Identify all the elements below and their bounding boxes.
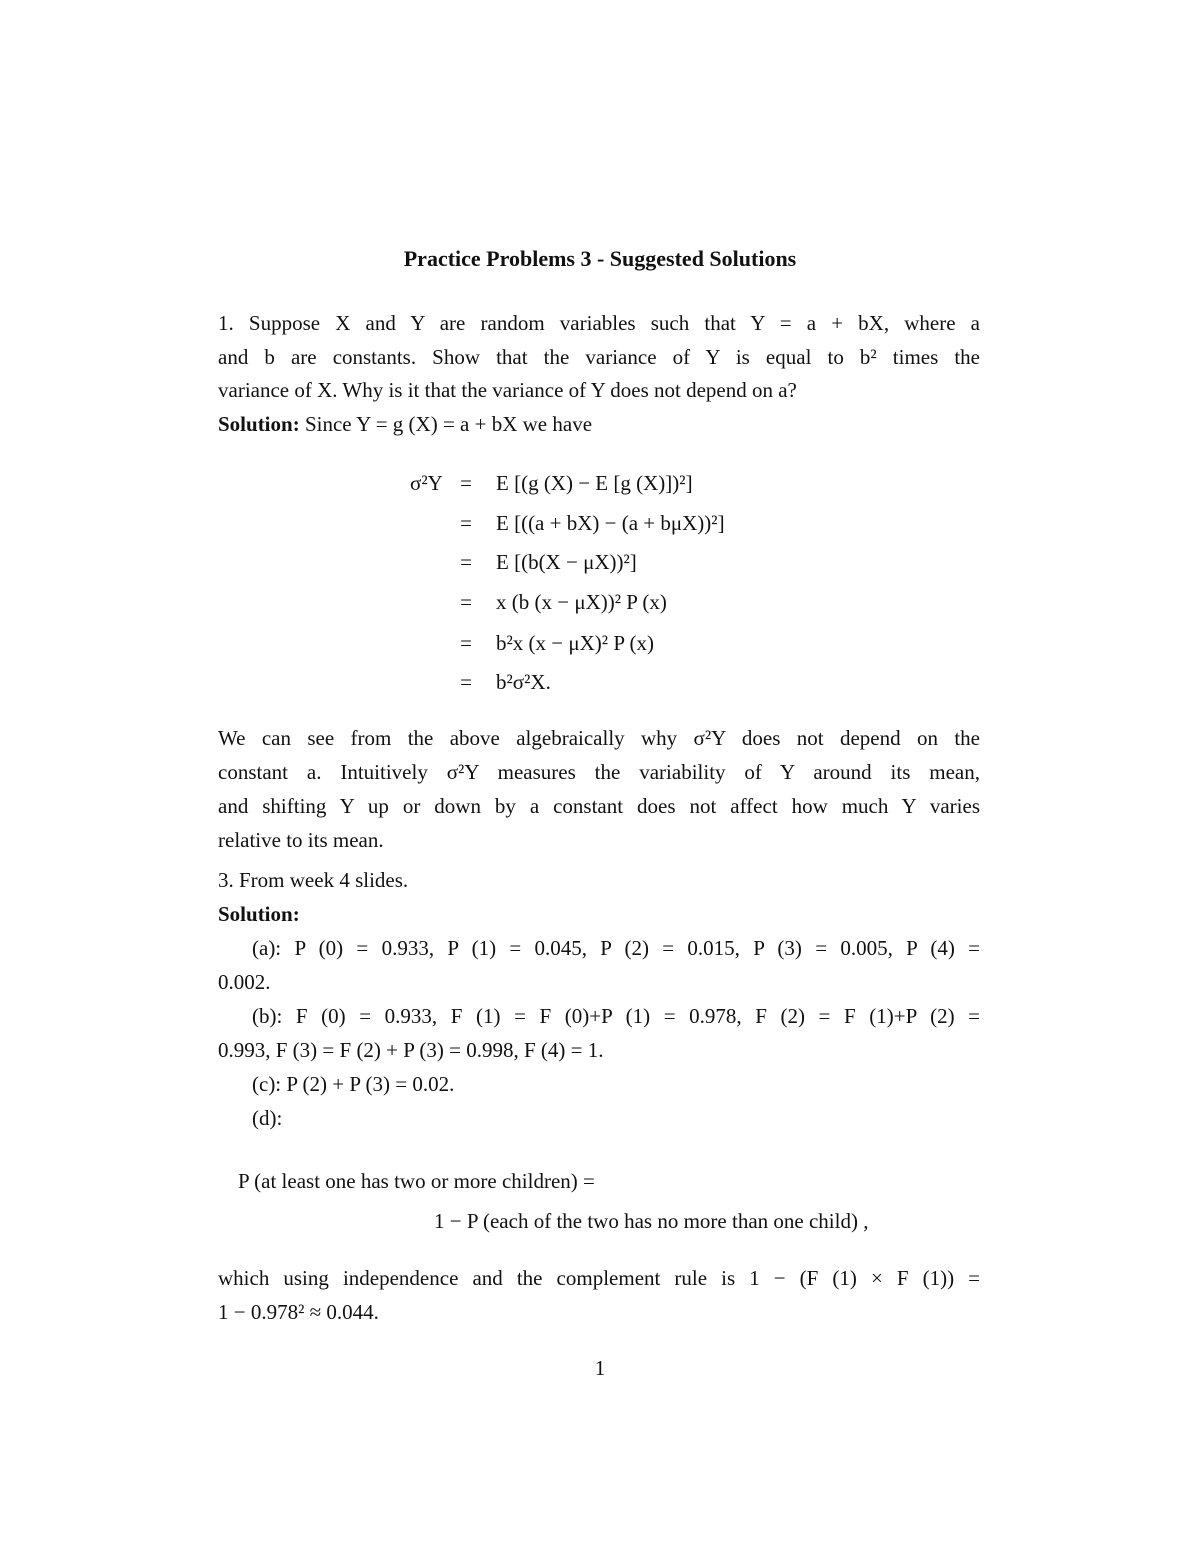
derivation-step: E [((a + bX) − (a + bμX))²] [496,511,725,535]
problem1-line3: variance of X. Why is it that the variance of Y does not depend on a? [218,378,797,402]
problem3-part-b-line2: 0.993, F (3) = F (2) + P (3) = 0.998, F (4) = 1. [218,1038,604,1062]
derivation-step: b²σ²X. [496,670,551,694]
derivation-step: E [(g (X) − E [g (X)])²] [496,471,693,495]
derivation-equals: = [460,511,472,535]
display-equation-line1: P (at least one has two or more children) = [238,1169,595,1193]
problem1-para-line2: constant a. Intuitively σ²Y measures the variability of Y around its mean, [218,760,980,784]
page-title: Practice Problems 3 - Suggested Solutions [403,246,797,271]
derivation-equals: = [460,670,472,694]
problem3-part-d: (d): [252,1106,283,1130]
problem3-solution-label: Solution: [218,902,300,926]
problem3-part-a-line2: 0.002. [218,970,271,994]
derivation-lhs: σ²Y [410,471,443,495]
solution-label: Solution: [218,412,300,436]
problem3-conclusion-line1: which using independence and the complement rule is 1 − (F (1) × F (1)) = [218,1266,980,1290]
problem1-para-line3: and shifting Y up or down by a constant does not affect how much Y varies [218,794,980,818]
derivation-equals: = [460,631,472,655]
derivation-step: b²x (x − μX)² P (x) [496,631,654,655]
derivation-step: E [(b(X − μX))²] [496,550,637,574]
derivation-equals: = [460,590,472,614]
problem1-para-line1: We can see from the above algebraically why σ²Y does not depend on the [218,726,980,750]
problem3-part-c: (c): P (2) + P (3) = 0.02. [252,1072,455,1096]
derivation-equals: = [460,550,472,574]
problem3-heading: 3. From week 4 slides. [218,868,409,892]
display-equation-line2: 1 − P (each of the two has no more than one child) , [434,1209,869,1233]
problem3-part-b-line1: (b): F (0) = 0.933, F (1) = F (0)+P (1) = 0.978, F (2) = F (1)+P (2) = [252,1004,980,1028]
problem1-solution-line [218,407,980,441]
derivation-equals: = [460,471,472,495]
problem3-part-a-line1: (a): P (0) = 0.933, P (1) = 0.045, P (2) = 0.015, P (3) = 0.005, P (4) = [252,936,980,960]
derivation-step: x (b (x − μX))² P (x) [496,590,667,614]
problem1-para-line4: relative to its mean. [218,828,384,852]
page-number: 1 [594,1356,606,1380]
problem1-line1: 1. Suppose X and Y are random variables such that Y = a + bX, where a [218,311,980,335]
problem1-line2: and b are constants. Show that the variance of Y is equal to b² times the [218,345,980,369]
problem3-conclusion-line2: 1 − 0.978² ≈ 0.044. [218,1300,379,1324]
solution-text: Since Y = g (X) = a + bX we have [299,412,593,436]
